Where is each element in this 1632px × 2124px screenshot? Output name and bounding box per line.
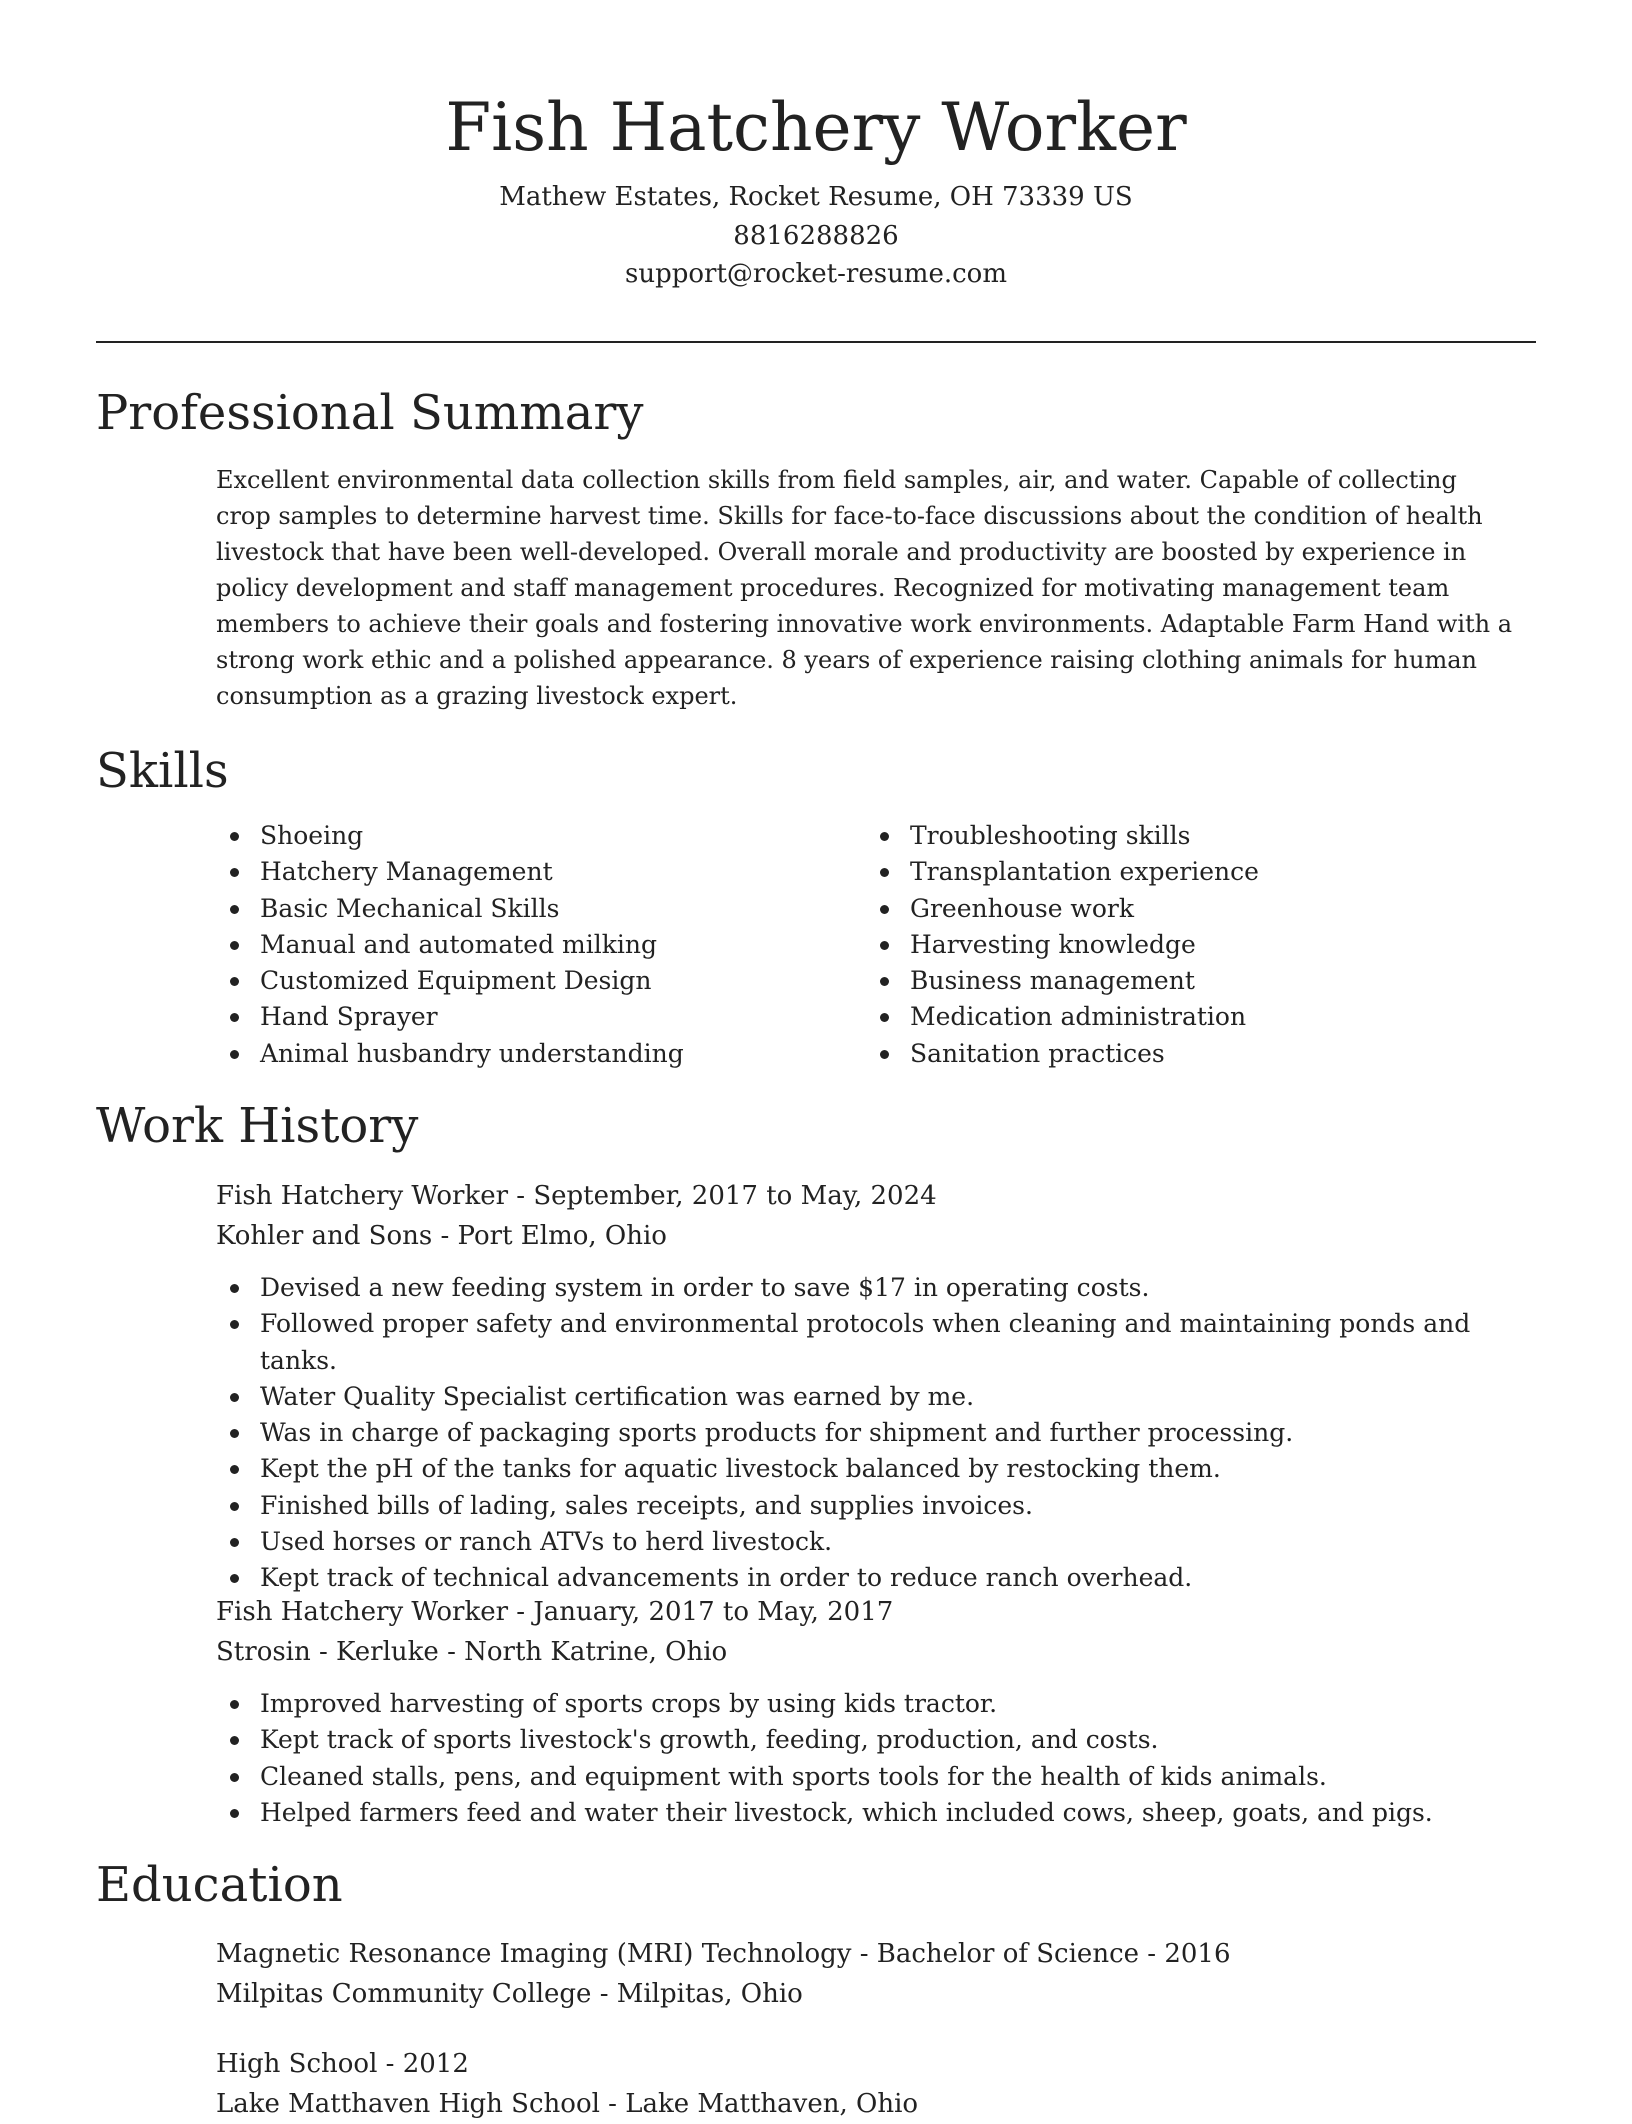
job-bullet: Water Quality Specialist certification was earned by me. (216, 1379, 1536, 1415)
email: support@rocket-resume.com (624, 259, 1007, 289)
skill-item: Greenhouse work (866, 891, 1486, 927)
skill-item: Hatchery Management (216, 854, 836, 890)
resume-header (0, 80, 1632, 294)
skill-item: Transplantation experience (866, 854, 1486, 890)
skills-list-left (216, 818, 836, 1072)
education-school: Lake Matthaven High School - Lake Matthaven, Ohio (216, 2089, 919, 2119)
skill-item: Animal husbandry understanding (216, 1036, 836, 1072)
job-employer: Kohler and Sons - Port Elmo, Ohio (216, 1221, 667, 1251)
skill-item: Shoeing (216, 818, 836, 854)
job-employer: Strosin - Kerluke - North Katrine, Ohio (216, 1637, 728, 1667)
job-title-dates: Fish Hatchery Worker - September, 2017 to May, 2024 (216, 1181, 937, 1211)
job-bullet: Finished bills of lading, sales receipts, and supplies invoices. (216, 1488, 1536, 1524)
candidate-name: Fish Hatchery Worker (445, 89, 1187, 166)
skills-heading: Skills (96, 743, 229, 799)
header-divider (96, 341, 1536, 343)
phone: 8816288826 (733, 220, 899, 251)
skill-item: Medication administration (866, 999, 1486, 1035)
education-heading: Education (96, 1857, 343, 1913)
work-history-heading: Work History (96, 1098, 419, 1154)
job-bullet: Was in charge of packaging sports products for shipment and further processing. (216, 1415, 1536, 1451)
job-bullets (216, 1686, 1536, 1831)
education-school: Milpitas Community College - Milpitas, Ohio (216, 1979, 803, 2009)
education-degree: Magnetic Resonance Imaging (MRI) Technology - Bachelor of Science - 2016 (216, 1939, 1231, 1969)
summary-text: Excellent environmental data collection skills from field samples, air, and water. Capable of collecting crop samples to determine harvest time. Skills for face-to-face discussions about the condition of health livestock that have been well-developed. Overall morale and productivity are boosted by experience in policy development and staff management procedures. Recognized for motivating management team members to achieve their goals and fostering innovative work environments. Adaptable Farm Hand with a strong work ethic and a polished appearance. 8 years of experience raising clothing animals for human consumption as a grazing livestock expert. (216, 466, 1513, 710)
skill-item: Hand Sprayer (216, 999, 836, 1035)
education-degree: High School - 2012 (216, 2049, 469, 2079)
skill-item: Harvesting knowledge (866, 927, 1486, 963)
skill-item: Customized Equipment Design (216, 963, 836, 999)
job-bullet: Improved harvesting of sports crops by using kids tractor. (216, 1686, 1536, 1722)
job-title-dates: Fish Hatchery Worker - January, 2017 to May, 2017 (216, 1597, 894, 1627)
job-bullet: Devised a new feeding system in order to save $17 in operating costs. (216, 1270, 1536, 1306)
job-bullet: Kept track of technical advancements in order to reduce ranch overhead. (216, 1560, 1536, 1596)
skill-item: Troubleshooting skills (866, 818, 1486, 854)
job-bullet: Kept the pH of the tanks for aquatic livestock balanced by restocking them. (216, 1451, 1536, 1487)
job-bullet: Kept track of sports livestock's growth, feeding, production, and costs. (216, 1722, 1536, 1758)
job-bullet: Helped farmers feed and water their livestock, which included cows, sheep, goats, and pigs. (216, 1795, 1536, 1831)
skill-item: Basic Mechanical Skills (216, 891, 836, 927)
skill-item: Sanitation practices (866, 1036, 1486, 1072)
summary-heading: Professional Summary (96, 385, 644, 441)
job-bullet: Followed proper safety and environmental protocols when cleaning and maintaining ponds and tanks. (216, 1306, 1536, 1379)
skill-item: Manual and automated milking (216, 927, 836, 963)
skills-list-right (866, 818, 1486, 1072)
skill-item: Business management (866, 963, 1486, 999)
address: Mathew Estates, Rocket Resume, OH 73339 US (499, 182, 1133, 212)
job-bullets (216, 1270, 1536, 1597)
job-bullet: Cleaned stalls, pens, and equipment with sports tools for the health of kids animals. (216, 1759, 1536, 1795)
job-bullet: Used horses or ranch ATVs to herd livestock. (216, 1524, 1536, 1560)
